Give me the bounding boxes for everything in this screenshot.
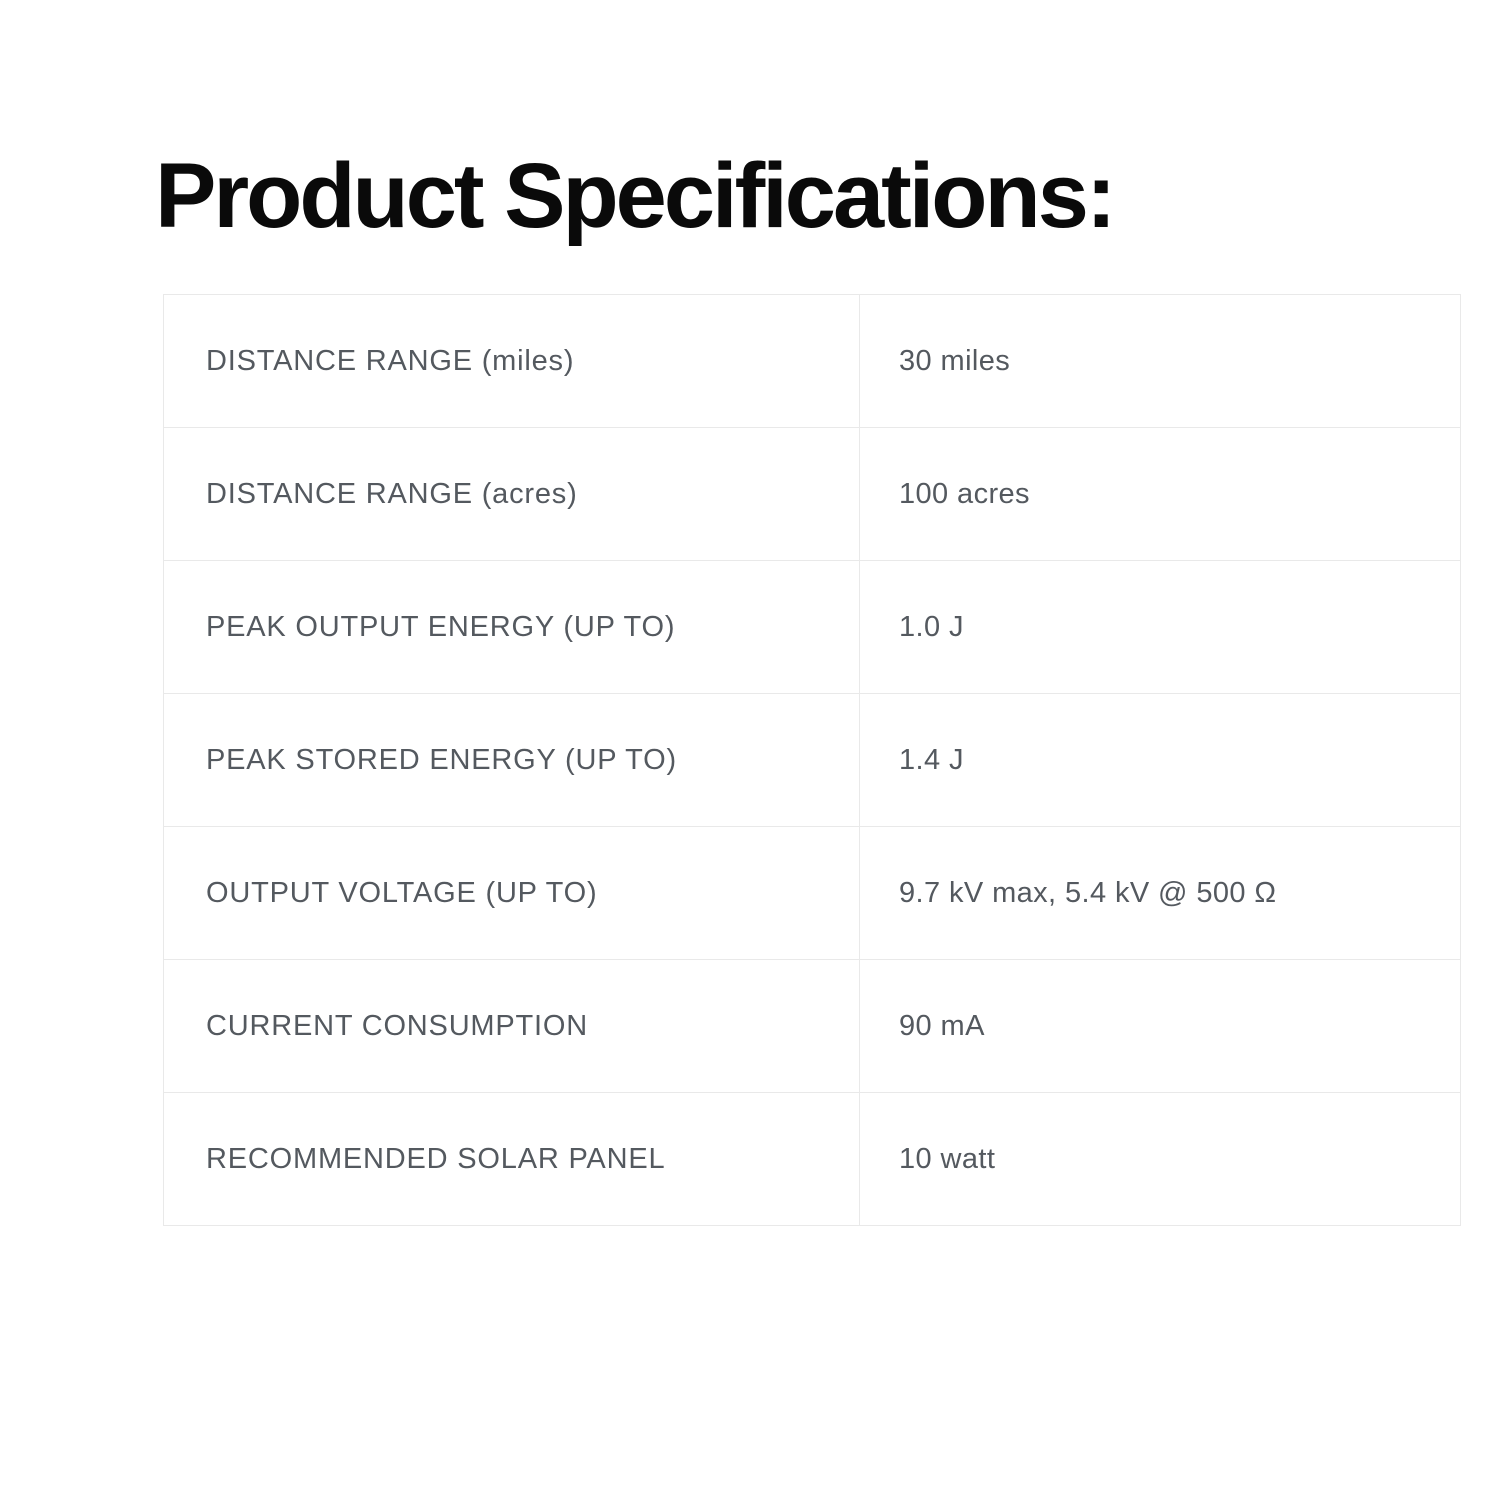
- table-row: [164, 561, 1461, 694]
- spec-label: OUTPUT VOLTAGE (UP TO): [164, 827, 860, 960]
- spec-label: RECOMMENDED SOLAR PANEL: [164, 1093, 860, 1226]
- spec-value: 1.4 J: [860, 694, 1461, 827]
- table-row: [164, 428, 1461, 561]
- spec-value: 1.0 J: [860, 561, 1461, 694]
- table-row: [164, 960, 1461, 1093]
- spec-value: 9.7 kV max, 5.4 kV @ 500 Ω: [860, 827, 1461, 960]
- table-row: [164, 694, 1461, 827]
- spec-value: 100 acres: [860, 428, 1461, 561]
- spec-label: CURRENT CONSUMPTION: [164, 960, 860, 1093]
- spec-value: 30 miles: [860, 295, 1461, 428]
- spec-value: 10 watt: [860, 1093, 1461, 1226]
- spec-value: 90 mA: [860, 960, 1461, 1093]
- page-title: Product Specifications:: [155, 145, 1114, 247]
- spec-table: [163, 294, 1461, 1226]
- table-row: [164, 295, 1461, 428]
- table-row: [164, 827, 1461, 960]
- spec-label: PEAK STORED ENERGY (UP TO): [164, 694, 860, 827]
- spec-label: PEAK OUTPUT ENERGY (UP TO): [164, 561, 860, 694]
- table-row: [164, 1093, 1461, 1226]
- spec-label: DISTANCE RANGE (miles): [164, 295, 860, 428]
- spec-label: DISTANCE RANGE (acres): [164, 428, 860, 561]
